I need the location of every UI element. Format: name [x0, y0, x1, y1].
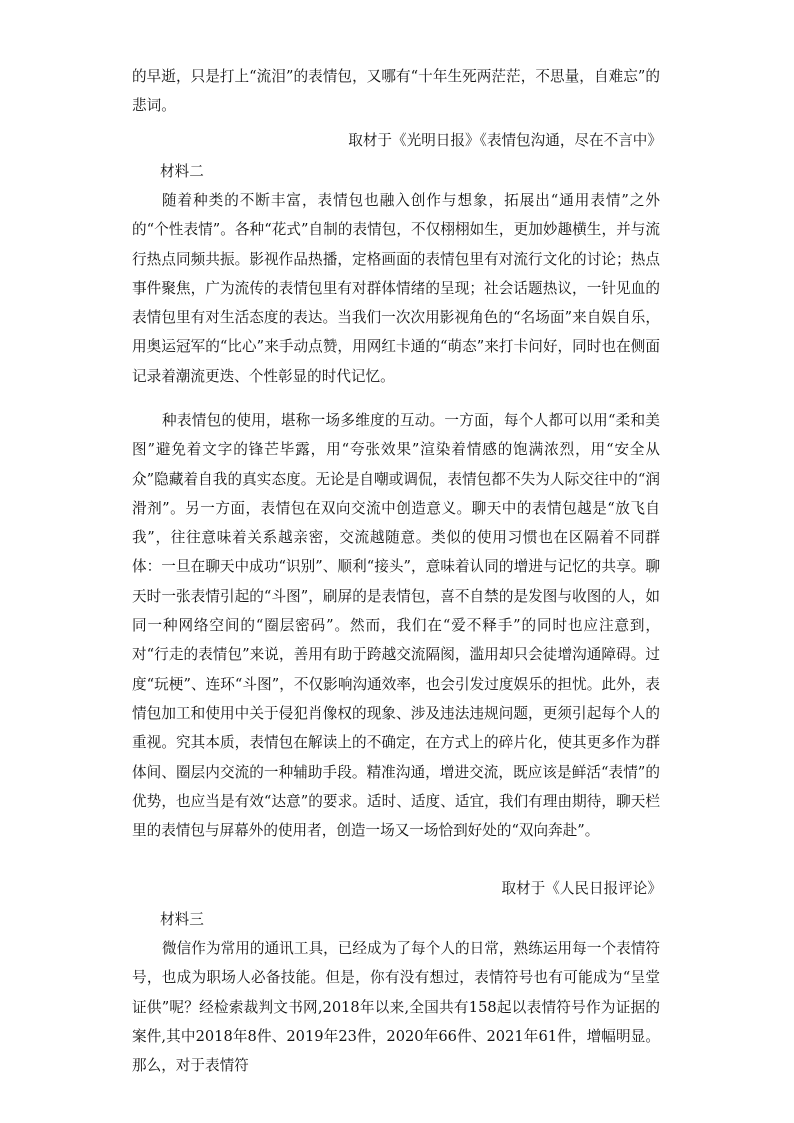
material2-source: 取材于《人民日报评论》	[501, 880, 662, 897]
material3-paragraph: 微信作为常用的通讯工具，已经成为了每个人的日常，熟练运用每一个表情符号，也成为职场人必备技能。但是，你有没有想过，表情符号也有可能成为“呈堂证供”呢？经检索裁判文书网,2018年以来,全国共有158起以表情符号作为证据的案件,其中2018年8件、2019年23件，2020年66件、2021年61件，增幅明显。那么，对于表情符	[132, 940, 660, 1075]
material3-heading: 材料三	[160, 911, 204, 928]
material2-heading: 材料二	[160, 163, 204, 180]
material2-paragraph-2: 种表情包的使用，堪称一场多维度的互动。一方面，每个人都可以用“柔和美图”避免着文字的锋芒毕露，用“夸张效果”渲染着情感的饱满浓烈，用“安全从众”隐藏着自我的真实态度。无论是自嘲或调侃，表情包都不失为人际交往中的“润滑剂”。另一方面，表情包在双向交流中创造意义。聊天中的表情包越是“放飞自我”，往往意味着关系越亲密，交流越随意。类似的使用习惯也在区隔着不同群体：一旦在聊天中成功“识别”、顺利“接头”，意味着认同的增进与记忆的共享。聊天时一张表情引起的“斗图”，刷屏的是表情包，喜不自禁的是发图与收图的人，如同一种网络空间的“圈层密码”。然而，我们在“爱不释手”的同时也应注意到，对“行走的表情包”来说，善用有助于跨越交流隔阂，滥用却只会徒增沟通障碍。过度“玩梗”、连环“斗图”，不仅影响沟通效率，也会引发过度娱乐的担忧。此外，表情包加工和使用中关于侵犯肖像权的现象、涉及违法违规问题，更须引起每个人的重视。究其本质，表情包在解读上的不确定，在方式上的碎片化，使其更多作为群体间、圈层内交流的一种辅助手段。精准沟通，增进交流，既应该是鲜活“表情”的优势，也应当是有效“达意”的要求。适时、适度、适宜，我们有理由期待，聊天栏里的表情包与屏幕外的使用者，创造一场又一场恰到好处的“双向奔赴”。	[132, 412, 660, 840]
material2-paragraph-1: 随着种类的不断丰富，表情包也融入创作与想象，拓展出“通用表情”之外的“个性表情”。各种“花式”自制的表情包，不仅栩栩如生，更加妙趣横生，并与流行热点同频共振。影视作品热播，定格画面的表情包里有对流行文化的讨论；热点事件聚焦，广为流传的表情包里有对群体情绪的呈现；社会话题热议，一针见血的表情包里有对生活态度的表达。当我们一次次用影视角色的“名场面”来自娱自乐，用奥运冠军的“比心”来手动点赞，用网红卡通的“萌态”来打卡问好，同时也在侧面记录着潮流更迭、个性彰显的时代记忆。	[132, 192, 660, 385]
material1-source: 取材于《光明日报》《表情包沟通，尽在不言中》	[348, 132, 662, 149]
material1-tail-paragraph: 的早逝，只是打上“流泪”的表情包，又哪有“十年生死两茫茫，不思量，自难忘”的悲词。	[132, 68, 660, 115]
